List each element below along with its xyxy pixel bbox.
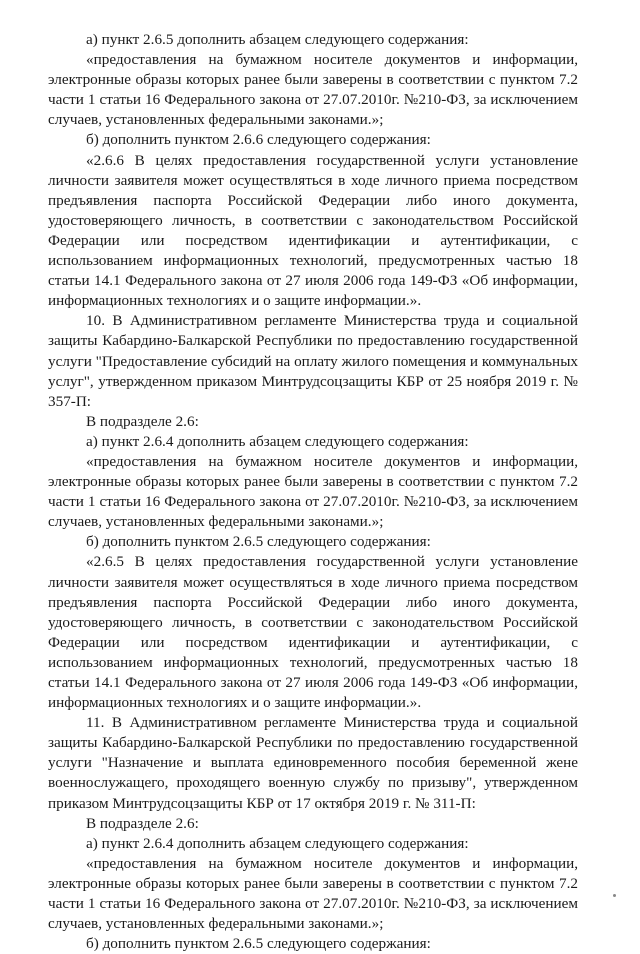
paragraph: б) дополнить пунктом 2.6.6 следующего содержания:: [86, 131, 431, 149]
paragraph: а) пункт 2.6.4 дополнить абзацем следующего содержания:: [86, 432, 469, 450]
paragraph: «предоставления на бумажном носителе документов и информации, электронные образы которых ранее были заверены в соответствии с пунктом 7.2 части 1 статьи 16 Федерального закона от 27.07.2010г. №210-ФЗ, за исключением случаев, установленных федеральными законами.»;: [48, 854, 578, 933]
paragraph: «2.6.5 В целях предоставления государственной услуги установление личности заявителя может осуществляться в ходе личного приема посредством предъявления паспорта Российской Федерации либо иного документа, удостоверяющего личность, в соответствии с законодательством Российской Федерации или посредством идентификации и аутентификации, с использованием информационных технологий, предусмотренных частью 18 статьи 14.1 Федерального закона от 27 июля 2006 года 149-ФЗ «Об информации, информационных технологиях и о защите информации.».: [48, 553, 578, 712]
paragraph: б) дополнить пунктом 2.6.5 следующего содержания:: [86, 533, 431, 551]
paragraph: В подразделе 2.6:: [86, 814, 199, 832]
paragraph: «2.6.6 В целях предоставления государственной услуги установление личности заявителя может осуществляться в ходе личного приема посредством предъявления паспорта Российской Федерации либо иного документа, удостоверяющего личность, в соответствии с законодательством Российской Федерации или посредством идентификации и аутентификации, с использованием информационных технологий, предусмотренных частью 18 статьи 14.1 Федерального закона от 27 июля 2006 года 149-ФЗ «Об информации, информационных технологиях и о защите информации.».: [48, 151, 578, 310]
scan-speck: [613, 894, 616, 897]
paragraph: б) дополнить пунктом 2.6.5 следующего содержания:: [86, 935, 431, 953]
paragraph: а) пункт 2.6.4 дополнить абзацем следующего содержания:: [86, 834, 469, 852]
paragraph: «предоставления на бумажном носителе документов и информации, электронные образы которых ранее были заверены в соответствии с пунктом 7.2 части 1 статьи 16 Федерального закона от 27.07.2010г. №210-ФЗ, за исключением случаев, установленных федеральными законами.»;: [48, 452, 578, 531]
paragraph: 10. В Административном регламенте Министерства труда и социальной защиты Кабардино-Балкарской Республики по предоставлению государственной услуги "Предоставление субсидий на оплату жилого помещения и коммунальных услуг", утвержденном приказом Минтрудсоцзащиты КБР от 25 ноября 2019 г. № 357-П:: [48, 312, 578, 410]
paragraph: «предоставления на бумажном носителе документов и информации, электронные образы которых ранее были заверены в соответствии с пунктом 7.2 части 1 статьи 16 Федерального закона от 27.07.2010г. №210-ФЗ, за исключением случаев, установленных федеральными законами.»;: [48, 51, 578, 129]
paragraph: 11. В Административном регламенте Министерства труда и социальной защиты Кабардино-Балкарской Республики по предоставлению государственной услуги "Назначение и выплата единовременного пособия беременной жене военнослужащего, проходящего военную службу по призыву", утвержденном приказом Минтрудсоцзащиты КБР от 17 октября 2019 г. № 311-П:: [48, 714, 578, 812]
document-page: [48, 30, 578, 954]
paragraph: а) пункт 2.6.5 дополнить абзацем следующего содержания:: [86, 31, 469, 48]
paragraph: В подразделе 2.6:: [86, 412, 199, 430]
